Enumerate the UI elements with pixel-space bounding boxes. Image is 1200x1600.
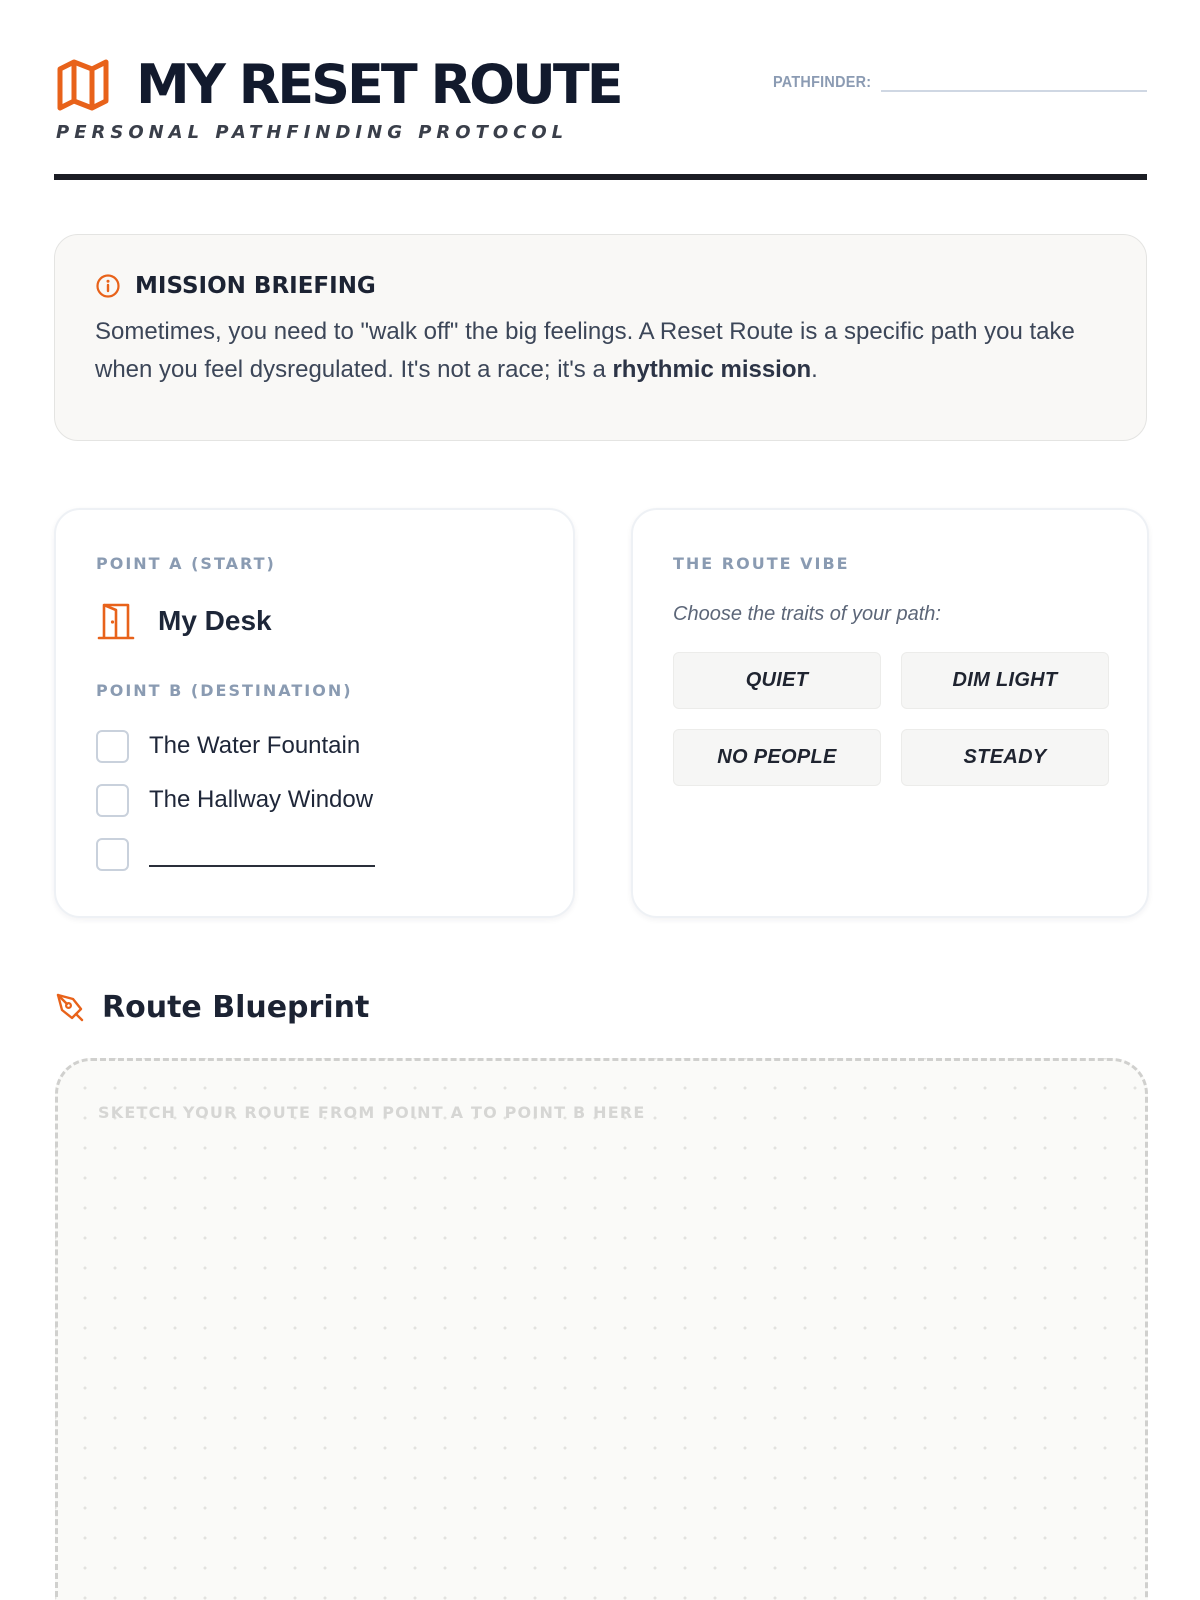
info-icon bbox=[95, 273, 121, 299]
pathfinder-label: PATHFINDER: bbox=[772, 74, 871, 91]
door-icon bbox=[96, 601, 136, 641]
vibe-option-quiet[interactable]: QUIET bbox=[673, 652, 881, 709]
briefing-title: MISSION BRIEFING bbox=[135, 273, 376, 299]
pathfinder-input-line[interactable] bbox=[881, 64, 1147, 92]
blueprint-title: Route Blueprint bbox=[102, 990, 370, 1025]
start-value: My Desk bbox=[158, 605, 272, 636]
start-label: POINT A (START) bbox=[96, 554, 276, 573]
destination-option-custom[interactable] bbox=[96, 836, 533, 872]
destination-list bbox=[96, 728, 533, 872]
page-tagline: PERSONAL PATHFINDING PROTOCOL bbox=[56, 122, 569, 143]
destination-option[interactable] bbox=[96, 728, 533, 764]
vibe-option-steady[interactable]: STEADY bbox=[901, 729, 1109, 786]
destination-label: POINT B (DESTINATION) bbox=[96, 681, 353, 700]
destination-option-label: The Water Fountain bbox=[149, 732, 361, 759]
page-header bbox=[54, 52, 1147, 182]
destination-checkbox[interactable] bbox=[96, 784, 129, 817]
pathfinder-field[interactable] bbox=[762, 64, 1147, 92]
briefing-text bbox=[95, 313, 1106, 389]
destination-option-label: The Hallway Window bbox=[149, 786, 374, 813]
vibe-subtitle: Choose the traits of your path: bbox=[673, 603, 941, 625]
blueprint-header bbox=[54, 990, 369, 1025]
vibe-option-no-people[interactable]: NO PEOPLE bbox=[673, 729, 881, 786]
header-divider bbox=[54, 174, 1147, 180]
route-vibe-card bbox=[631, 508, 1149, 918]
destination-checkbox[interactable] bbox=[96, 730, 129, 763]
vibe-option-dim-light[interactable]: DIM LIGHT bbox=[901, 652, 1109, 709]
destination-checkbox[interactable] bbox=[96, 838, 129, 871]
vibe-options bbox=[673, 652, 1107, 786]
points-card bbox=[54, 508, 575, 918]
mission-briefing-card bbox=[54, 234, 1147, 441]
briefing-text-end: . bbox=[811, 356, 818, 383]
route-sketch-area[interactable] bbox=[55, 1058, 1148, 1600]
page-title: MY RESET ROUTE bbox=[136, 53, 621, 116]
destination-option[interactable] bbox=[96, 782, 533, 818]
pen-tool-icon bbox=[54, 991, 88, 1025]
start-point bbox=[96, 601, 533, 641]
vibe-title: THE ROUTE VIBE bbox=[673, 554, 850, 573]
briefing-text-main: Sometimes, you need to "walk off" the big feelings. A Reset Route is a specific path you take when you feel dysregulated. It's not a race; it's a bbox=[95, 318, 1075, 383]
briefing-header bbox=[95, 273, 1106, 299]
destination-custom-input[interactable] bbox=[149, 841, 375, 867]
brand bbox=[54, 53, 621, 116]
map-icon bbox=[54, 56, 112, 114]
sketch-hint: SKETCH YOUR ROUTE FROM POINT A TO POINT B HERE bbox=[98, 1103, 646, 1122]
briefing-text-emphasis: rhythmic mission bbox=[612, 356, 812, 383]
